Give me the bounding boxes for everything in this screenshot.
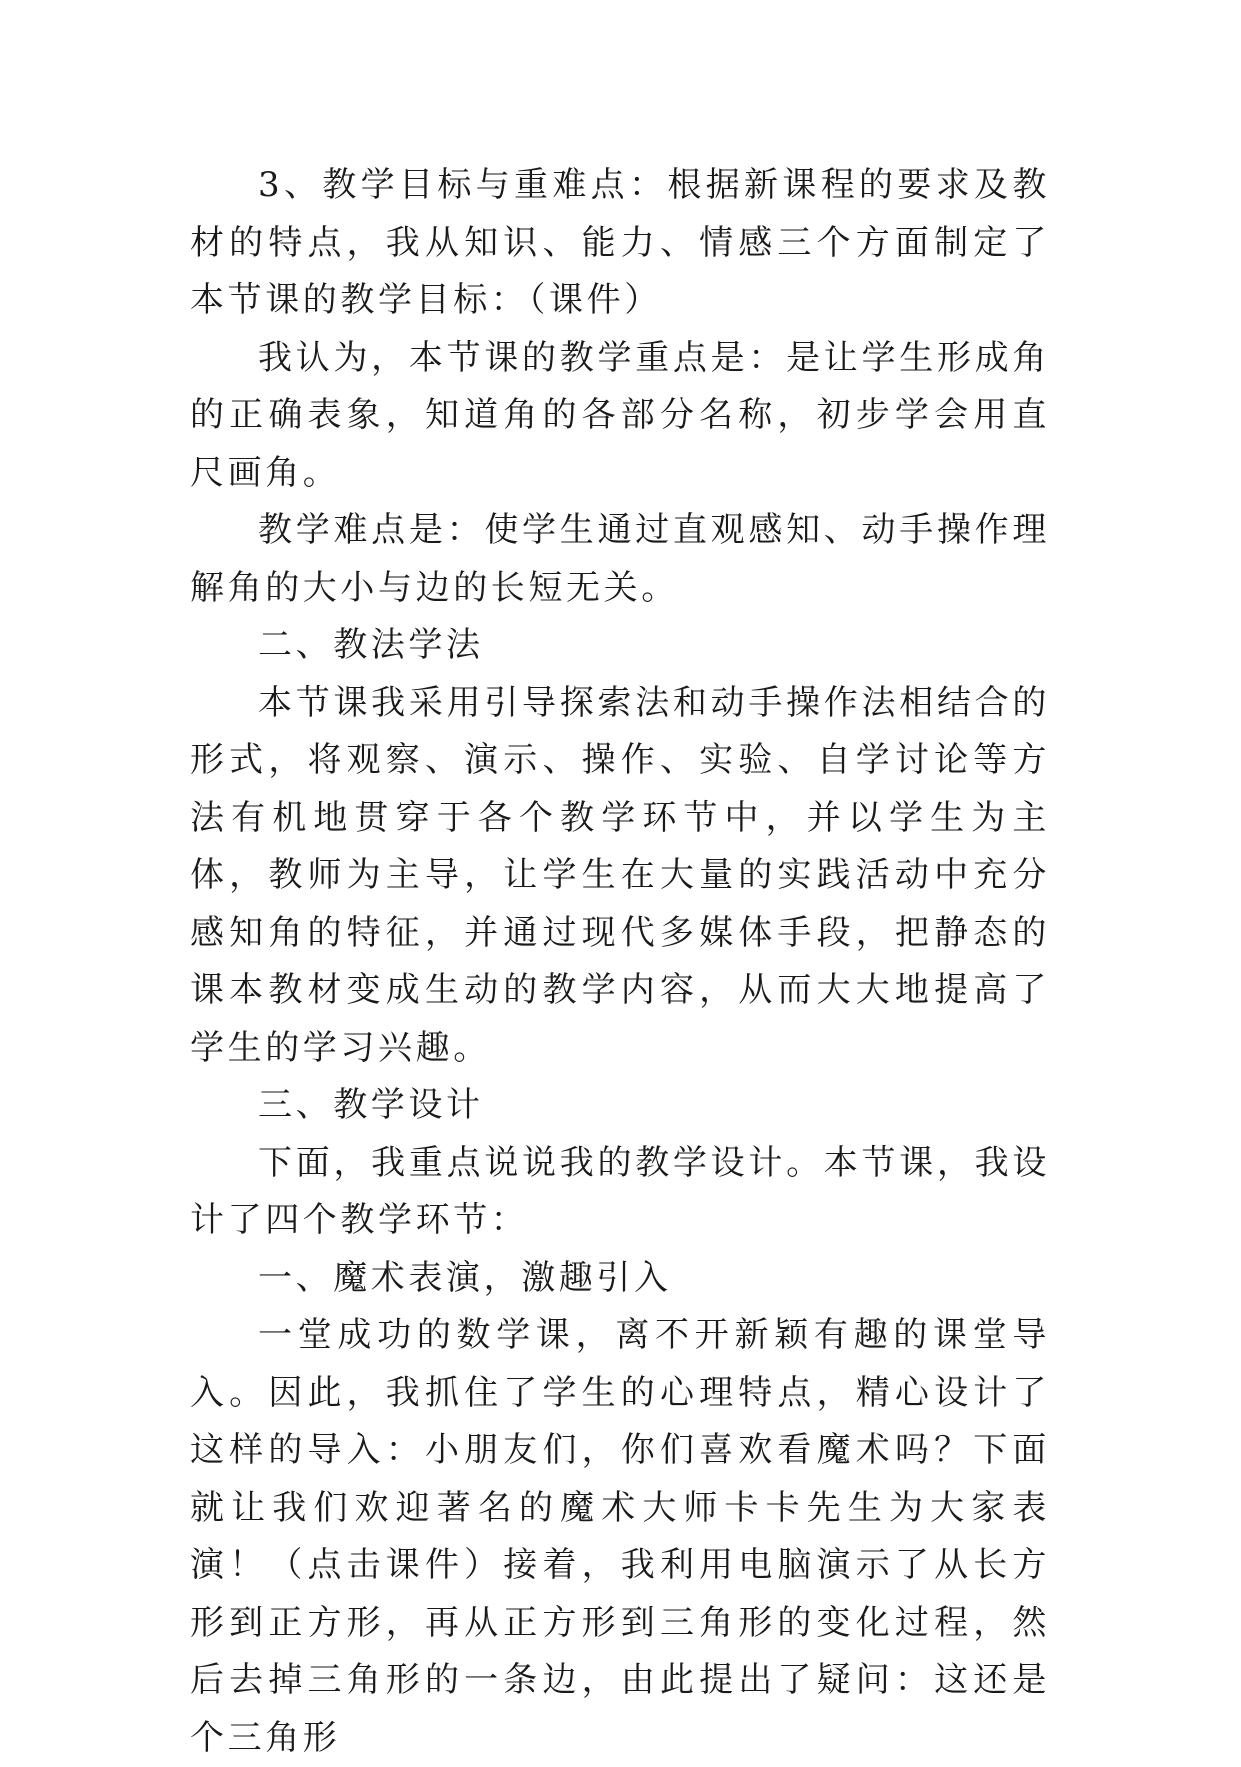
document-body <box>190 157 1050 1767</box>
heading-teaching-methods: 二、教法学法 <box>258 625 484 665</box>
paragraph-magic-show: 一堂成功的数学课，离不开新颖有趣的课堂导入。因此，我抓住了学生的心理特点，精心设计了这样的导入：小朋友们，你们喜欢看魔术吗？下面就让我们欢迎著名的魔术大师卡卡先生为大家表演！（点击课件）接着，我利用电脑演示了从长方形到正方形，再从正方形到三角形的变化过程，然后去掉三角形的一条边，由此提出了疑问：这还是个三角形 <box>190 1315 1050 1758</box>
paragraph-teaching-methods: 本节课我采用引导探索法和动手操作法相结合的形式，将观察、演示、操作、实验、自学讨论等方法有机地贯穿于各个教学环节中，并以学生为主体，教师为主导，让学生在大量的实践活动中充分感知角的特征，并通过现代多媒体手段，把静态的课本教材变成生动的教学内容，从而大大地提高了学生的学习兴趣。 <box>190 682 1050 1068</box>
heading-teaching-design: 三、教学设计 <box>258 1085 484 1125</box>
paragraph-design-intro: 下面，我重点说说我的教学设计。本节课，我设计了四个教学环节： <box>190 1142 1050 1240</box>
paragraph-difficult-points: 教学难点是：使学生通过直观感知、动手操作理解角的大小与边的长短无关。 <box>190 510 1050 608</box>
paragraph-teaching-goals: 3、教学目标与重难点：根据新课程的要求及教材的特点，我从知识、能力、情感三个方面制定了本节课的教学目标：（课件） <box>190 165 1050 320</box>
heading-magic-show: 一、魔术表演，激趣引入 <box>258 1257 672 1298</box>
paragraph-key-points: 我认为，本节课的教学重点是：是让学生形成角的正确表象，知道角的各部分名称，初步学会用直尺画角。 <box>190 337 1050 493</box>
